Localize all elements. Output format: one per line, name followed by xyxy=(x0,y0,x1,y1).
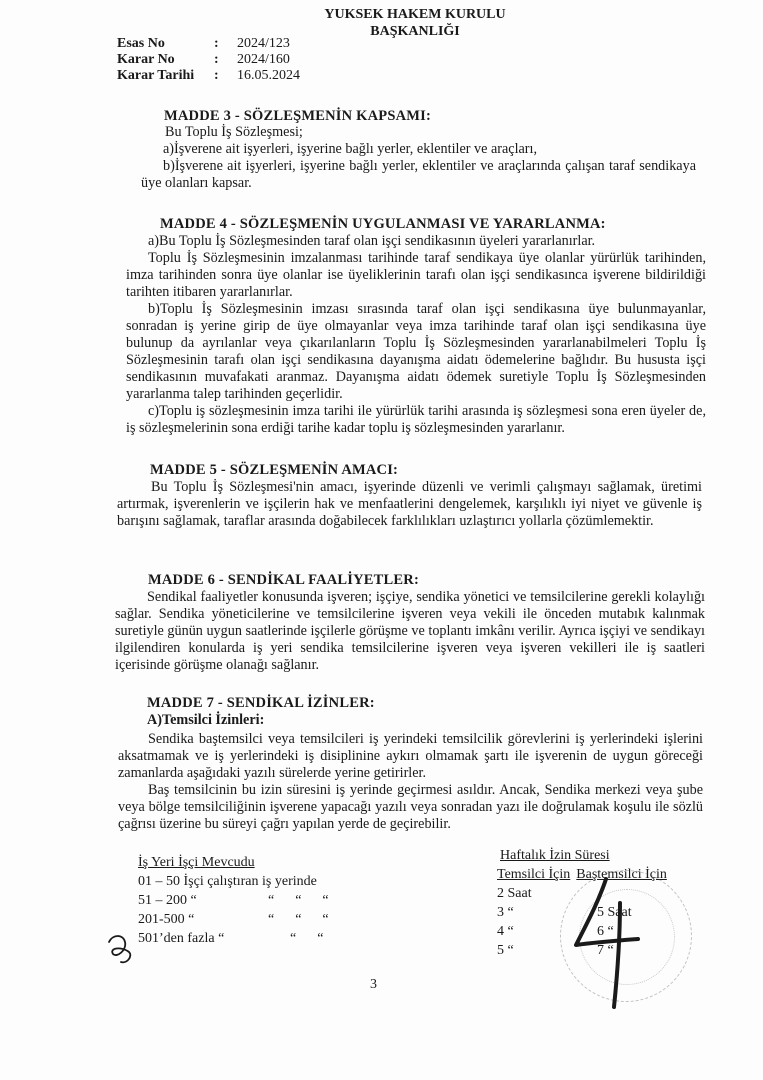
meta-colon: : xyxy=(214,68,219,83)
table-cell-range: 01 – 50 İşçi çalıştıran iş yerinde xyxy=(138,874,317,889)
paragraph: Baş temsilcinin bu izin süresini iş yerinde geçirmesi asıldır. Ancak, Sendika merkezi veya şube veya bölge temsilciliğinin işverene yapacağı yazılı veya sonradan yazı ile doğrulamak koşulu ile sözlü çağrısı üzerine bu süreyi çağrı yapılan yerde de geçirebilir. xyxy=(118,782,703,832)
madde-5-body xyxy=(117,479,702,530)
table-cell-ditto: “ “ “ xyxy=(268,912,329,927)
table-cell-temsilci: 2 Saat xyxy=(497,886,532,901)
page-number: 3 xyxy=(370,977,377,992)
institution-header xyxy=(300,6,530,40)
madde-3-body xyxy=(141,124,696,192)
table-cell-bastemsilci: 5 Saat xyxy=(597,905,632,920)
paragraph: a)İşverene ait işyerleri, işyerine bağlı yerler, eklentiler ve araçları, xyxy=(163,141,538,157)
meta-label: Karar No xyxy=(117,52,175,67)
table-cell-range: 51 – 200 “ xyxy=(138,893,197,908)
table-cell-bastemsilci: 7 “ xyxy=(597,943,614,958)
table-cell-range: 201-500 “ xyxy=(138,912,195,927)
table-cell-temsilci: 3 “ xyxy=(497,905,514,920)
madde-7-heading: MADDE 7 - SENDİKAL İZİNLER: xyxy=(147,695,375,711)
madde-7-subheading: A)Temsilci İzinleri: xyxy=(147,712,265,728)
meta-label: Esas No xyxy=(117,36,165,51)
table-row xyxy=(138,910,329,929)
table-cell-ditto: “ “ xyxy=(290,931,324,946)
table-cell-temsilci: 5 “ xyxy=(497,943,514,958)
table-row xyxy=(138,872,329,891)
table-cell-ditto: “ “ “ xyxy=(268,893,329,908)
paragraph: b)Toplu İş Sözleşmesinin imzası sırasında taraf olan işçi sendikasına üye bulunmayanlar, sonradan iş yerine girip de üye olmayanlar veya imza tarihinde taraf olan işçi sendikasına üye bulunup da ayrılanlar veya çıkarılanların Toplu İş Sözleşmesinden yararlanabilmeleri Toplu İş Sözleşmesinin tarafı olan işçi sendikasına dayanışma aidatı ödemelerine bağlıdır. Bu hususta işçi sendikasının muvafakati aranmaz. Dayanışma aidatı ödemek suretiyle Toplu İş Sözleşmesinden yararlanma talep tarihinden geçerlidir. xyxy=(126,301,706,402)
paragraph: Sendikal faaliyetler konusunda işveren; işçiye, sendika yönetici ve temsilcilerine gerekli kolaylığı sağlar. Sendika yöneticilerine ve temsilcilerine işveren veya vekili ile önceden mutabık kalınmak suretiyle günün uygun saatlerinde işçilerle görüşme ve toplantı imkânı verilir. Ayrıca işçiyi ve sendikayı ilgilendiren konularda iş yeri sendika temsilcilerine işveren veya işveren vekilleri ile iş saatleri içerisinde görüşme olanağı sağlanır. xyxy=(115,589,705,673)
table-header-temsilci: Temsilci İçin xyxy=(497,867,571,882)
meta-esas xyxy=(117,36,300,52)
meta-value: 2024/123 xyxy=(237,36,290,51)
paragraph: a)Bu Toplu İş Sözleşmesinden taraf olan işçi sendikasının üyeleri yararlanırlar. xyxy=(148,233,596,249)
madde-7-body xyxy=(118,731,703,833)
header-line-1: YUKSEK HAKEM KURULU xyxy=(324,7,506,22)
madde-4-heading: MADDE 4 - SÖZLEŞMENİN UYGULANMASI VE YARARLANMA: xyxy=(160,216,606,232)
case-meta xyxy=(117,36,300,84)
madde-3-heading: MADDE 3 - SÖZLEŞMENİN KAPSAMI: xyxy=(164,108,432,124)
meta-value: 2024/160 xyxy=(237,52,290,67)
table-row xyxy=(138,929,329,948)
meta-colon: : xyxy=(214,36,219,51)
meta-colon: : xyxy=(214,52,219,67)
paragraph: Bu Toplu İş Sözleşmesi; xyxy=(165,124,303,140)
header-line-2: BAŞKANLIĞI xyxy=(370,24,460,39)
signature-initial xyxy=(103,928,143,968)
table-header-haftalik: Haftalık İzin Süresi xyxy=(500,848,610,863)
meta-value: 16.05.2024 xyxy=(237,68,300,83)
paragraph: b)İşverene ait işyerleri, işyerine bağlı yerler, eklentiler ve araçlarında çalışan taraf sendikaya üye olanları kapsar. xyxy=(141,158,696,191)
meta-label: Karar Tarihi xyxy=(117,68,195,83)
izin-table-left xyxy=(138,853,329,948)
madde-4-body xyxy=(126,233,706,437)
handwritten-number-4 xyxy=(568,873,648,1013)
table-header-bastemsilci: Baştemsilci İçin xyxy=(576,867,667,882)
paragraph: Sendika baştemsilci veya temsilcileri iş yerindeki temsilcilik görevlerini iş yerlerindeki işlerini aksatmamak ve iş yerlerindeki iş disiplinine aykırı olmamak şartı ile işverenin de uygun göreceği zamanlarda aşağıdaki yazılı sürelerde yerine getirirler. xyxy=(118,731,703,781)
madde-5-heading: MADDE 5 - SÖZLEŞMENİN AMACI: xyxy=(150,462,399,478)
table-cell-range: 501’den fazla “ xyxy=(138,931,225,946)
madde-6-heading: MADDE 6 - SENDİKAL FAALİYETLER: xyxy=(148,572,419,588)
madde-6-body xyxy=(115,589,705,674)
table-header-isyeri: İş Yeri İşçi Mevcudu xyxy=(138,855,255,870)
paragraph: c)Toplu iş sözleşmesinin imza tarihi ile yürürlük tarihi arasında iş sözleşmesi sona eren üyeler de, iş sözleşmelerinin sona erdiği tarihe kadar toplu iş sözleşmesinden yararlanır. xyxy=(126,403,706,436)
meta-karar xyxy=(117,52,300,68)
table-cell-bastemsilci: 6 “ xyxy=(597,924,614,939)
table-row xyxy=(138,891,329,910)
paragraph: Toplu İş Sözleşmesinin imzalanması tarihinde taraf sendikaya üye olanlar yürürlük tarihinden, imza tarihinden sonra üye olanlar ise üyeliklerinin tarafı olan işçi sendikasınca işverene bildirildiği tarihten itibaren yararlanırlar. xyxy=(126,250,706,300)
paragraph: Bu Toplu İş Sözleşmesi'nin amacı, işyerinde düzenli ve verimli çalışmayı sağlamak, üretimi artırmak, işverenlerin ve işçilerin hak ve menfaatlerini dengelemek, karşılıklı iyi niyet ve güvenle iş barışını sağlamak, taraflar arasında doğabilecek farklılıkları uzlaştırıcı yollarla çözümlemektir. xyxy=(117,479,702,529)
table-cell-temsilci: 4 “ xyxy=(497,924,514,939)
meta-karar-tarihi xyxy=(117,68,300,84)
